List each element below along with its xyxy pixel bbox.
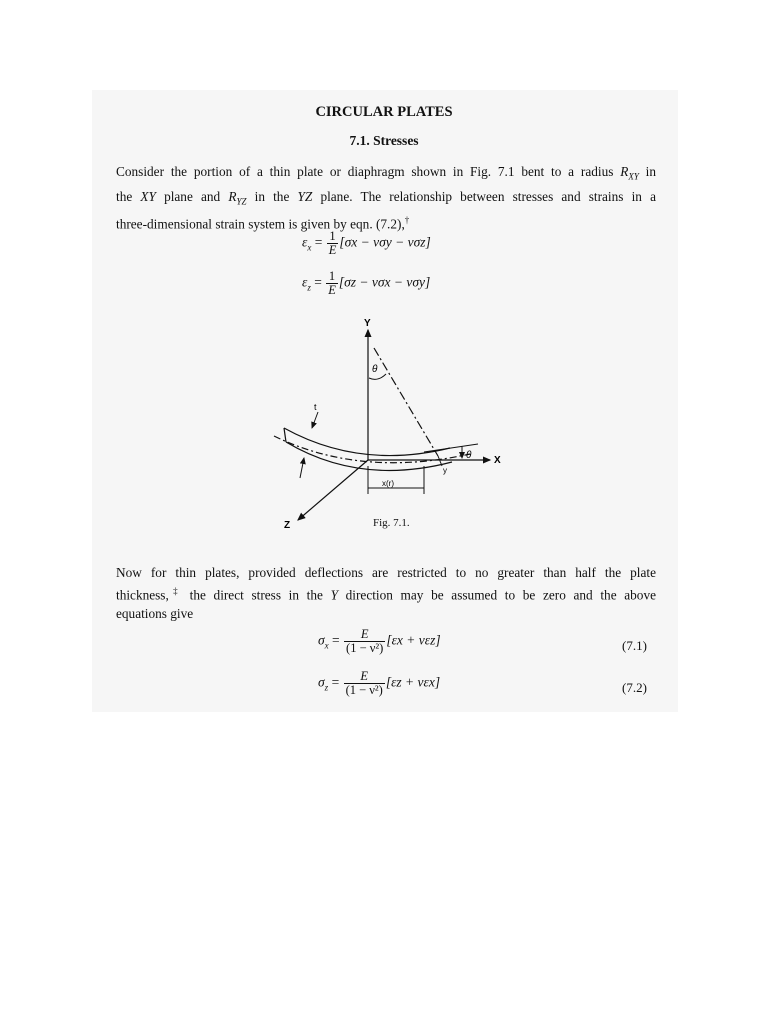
fraction: $\frac{1}{E}$ xyxy=(328,229,337,257)
double-dagger-footnote-mark: ‡ xyxy=(168,586,182,596)
theta2-label: θ xyxy=(466,450,472,461)
para2-line-2: thickness,‡ the direct stress in the Y direction may be assumed to be zero and the above xyxy=(116,586,656,603)
equation-number-7-1: (7.1) xyxy=(622,638,647,653)
thickness-label: t xyxy=(314,402,317,412)
offset-label-y: y xyxy=(443,466,447,475)
axis-label-y: Y xyxy=(364,318,371,329)
z-axis-line xyxy=(298,460,368,520)
second-paragraph xyxy=(116,563,656,623)
fraction: $\frac{E}{\text{(1 − ν²)}}$ xyxy=(345,669,383,697)
section-heading: 7.1. Stresses xyxy=(349,133,419,148)
fraction: $\frac{1}{E}$ xyxy=(328,269,336,297)
intro-line-3: three-dimensional strain system is given by eqn. (7.2),† xyxy=(116,215,410,232)
equation-number-7-2: (7.2) xyxy=(622,680,647,695)
theta-label: θ xyxy=(372,364,378,375)
strain-equation-z: $\varepsilon_z$ = $\frac{1}{E}$ [σz − νσx − νσy] xyxy=(302,269,431,297)
stress-equation-x: $\sigma_x$ = $\frac{E}{\text{(1 − ν²)}}$ [εx + νεz] xyxy=(318,627,441,655)
axis-label-z: Z xyxy=(284,520,291,531)
radius-dimension-label: x(r) xyxy=(382,479,394,488)
intro-line-2: the XY plane and $R_{YZ}$ in the YZ plane. The relationship between stresses and strains in a xyxy=(116,188,656,207)
para2-line-1: Now for thin plates, provided deflections are restricted to no greater than half the plate xyxy=(116,565,656,580)
strain-equation-x: $\varepsilon_x$ = $\frac{1}{E}$ [σx − νσy − νσz] xyxy=(302,229,431,257)
dagger-footnote-mark: † xyxy=(404,215,410,226)
axis-label-x: X xyxy=(494,455,501,466)
chapter-title: CIRCULAR PLATES xyxy=(315,104,453,120)
stress-equation-z: $\sigma_z$ = $\frac{E}{\text{(1 − ν²)}}$ [εz + νεx] xyxy=(318,669,441,697)
figure-caption: Fig. 7.1. xyxy=(373,517,410,529)
plate-bottom-surface xyxy=(286,442,452,470)
thickness-arrow-top xyxy=(312,412,318,428)
intro-line-1: Consider the portion of a thin plate or diaphragm shown in Fig. 7.1 bent to a radius $R_{XY}$ in xyxy=(116,164,656,182)
para2-line-3: equations give xyxy=(116,606,194,622)
fraction: $\frac{E}{\text{(1 − ν²)}}$ xyxy=(346,627,384,655)
thickness-arrow-bottom xyxy=(300,458,304,478)
radius-line xyxy=(374,348,438,456)
plate-left-edge xyxy=(284,428,286,442)
